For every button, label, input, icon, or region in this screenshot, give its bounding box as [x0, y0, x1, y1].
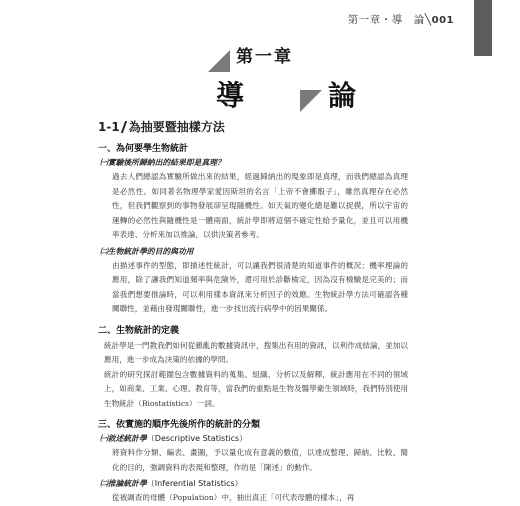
- section-title: 為抽要暨抽樣方法: [128, 120, 225, 134]
- page-number: 001: [431, 15, 454, 26]
- heading-2: 二、生物統計的定義: [98, 325, 180, 336]
- paragraph-2-2: 統計的研究探討範圍包含數據資料的蒐集、組織、分析以及解釋，統計應用在不同的領域上，如商業、工業、心理、教育等，當我們的重點是生物及醫學衛生領域時，我們特別使用生物統計（Biostatistics）一詞。: [104, 369, 408, 408]
- paragraph-3-2: 從被調查的母體（Population）中，抽出真正「可代表母體的樣本」，再: [112, 493, 355, 502]
- section-heading: [98, 118, 408, 135]
- paragraph-3-1: 將資料作分類、編表、畫圖，予以量化成有意義的數值，以達成整理、歸納、比較、簡化的目的，強調資料的表現和整理，作的是「陳述」的動作。: [112, 448, 408, 472]
- chapter-heading: [208, 40, 385, 114]
- subheading-3-1: [100, 433, 408, 444]
- subheading-3-2-en: （Inferential Statistics）: [146, 479, 243, 488]
- slash-divider: [121, 121, 127, 133]
- heading-1: 一、為何要學生物統計: [98, 144, 189, 154]
- chapter-title: 導 論: [216, 79, 385, 112]
- subheading-3-1-en: （Descriptive Statistics）: [146, 434, 248, 443]
- header-separator: ╲: [424, 14, 432, 26]
- subheading-3-2-zh: ㈡推論統計學: [100, 479, 147, 488]
- subheading-3-1-zh: ㈠敘述統計學: [100, 434, 147, 443]
- heading-3: 三、依實施的順序先後所作的統計的分類: [98, 420, 261, 430]
- header-text: 第一章・導 論: [347, 14, 425, 26]
- chapter-tab: [474, 0, 492, 56]
- subheading-1-1: ㈠實驗後所歸納出的結果即是真理？: [100, 158, 225, 167]
- page-content: [98, 118, 408, 506]
- paragraph-2-1: 統計學是一門教我們如何從雜亂的數據資訊中，搜集出有用的資訊，以利作成結論，並加以應用，進一步成為決策的依據的學問。: [104, 340, 408, 364]
- subheading-3-2: [100, 478, 408, 489]
- paragraph-1-1: 過去人們總認為實驗所做出來的結果，經過歸納出的現象即是真理，而我們總認為真理是必然性。如同著名物理學家愛因斯坦的名言「上帝不會擲骰子」，雖然真理存在必然性，但我們觀察到的事物發展卻呈現隨機性。如天氣的變化總是難以捉摸，所以宇宙的運轉的必然性與隨機性是一體兩面，統計學即將這個不確定性給予量化，並且可以用機率表達、分析來加以推論，以供決策者參考。: [112, 172, 408, 239]
- running-header: [348, 12, 454, 27]
- triangle-ornament-right: [300, 90, 322, 112]
- section-number: 1-1: [98, 119, 120, 134]
- triangle-ornament-left: [208, 50, 230, 72]
- chapter-label: 第一章: [236, 47, 293, 67]
- subheading-1-2: ㈡生物統計學的目的與功用: [100, 246, 194, 256]
- paragraph-1-2: 由描述事件的型態，即描述性統計，可以讓我們很清楚的知道事件的概況；機率理論的應用，除了讓我們知道頻率與危險外，還可用於診斷檢定，因為沒有檢驗是完美的；而當我們想要推論時，可以利用樣本資訊來分析因子的效應。生物統計學方法可確認各種關聯性，並藉由發現關聯性，進一步找出流行病學中的因果關係。: [112, 260, 408, 313]
